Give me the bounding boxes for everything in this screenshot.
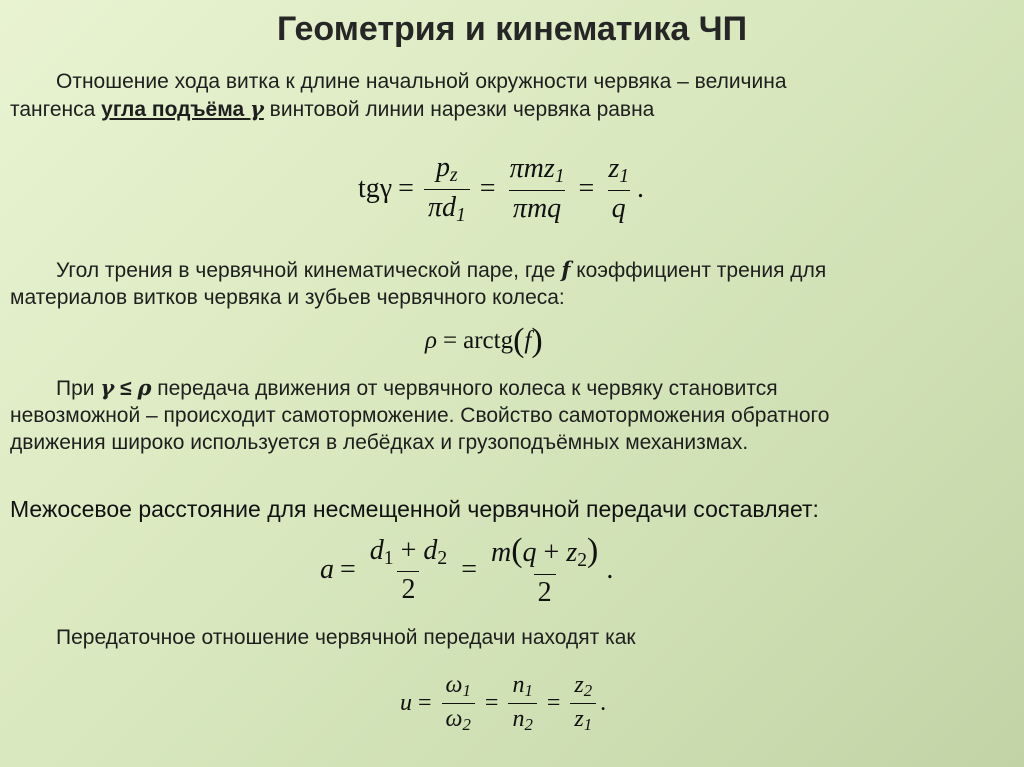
paragraph-text: Отношение хода витка к длине начальной окружности червяка – величина — [56, 70, 787, 93]
paragraph-self-locking — [10, 374, 1014, 456]
fraction: $\frac{p_z}{\pi d_1}$ — [424, 152, 470, 227]
formula-gear-ratio: u = $\frac{\omega_1}{\omega_2}$ = $\frac{n_1}{n_2}$ = $\frac{z_2}{z_1}$ . — [400, 672, 607, 735]
fraction: $\frac{z_2}{z_1}$ — [570, 672, 596, 735]
paragraph-line: Угол трения в червячной кинематической паре, где f коэффициент трения для — [56, 257, 827, 282]
fraction: $\frac{\omega_1}{\omega_2}$ — [442, 672, 475, 735]
gamma-symbol: γ — [249, 96, 264, 121]
formula-center-distance: a = $\frac{d_1 + d_2}{2}$ = $\frac{m(q + z_2)}{2}$ . — [320, 532, 614, 608]
fraction: $\frac{\pi mz_1}{\text{πmq}}$ — [509, 153, 565, 225]
paragraph-line: материалов витков червяка и зубьев червячного колеса: — [10, 286, 565, 309]
paragraph-line: Передаточное отношение червячной передачи находят как — [56, 626, 636, 649]
fraction: $\frac{d_1 + d_2}{2}$ — [369, 534, 448, 606]
f-symbol: f — [561, 257, 571, 282]
paragraph-line — [10, 95, 1014, 123]
paragraph-text: винтовой линии нарезки червяка равна — [263, 98, 655, 121]
gamma-symbol: γ — [100, 375, 115, 400]
paragraph-gear-ratio — [10, 624, 1014, 651]
paragraph-line: При γ ≤ ρ передача движения от червячного колеса к червяку становится — [56, 375, 778, 400]
paragraph-line: невозможной – происходит самоторможение. Свойство самоторможения обратного — [10, 404, 830, 427]
fraction: $\frac{z_1}{q}$ — [608, 153, 630, 225]
rho-symbol: ρ — [137, 375, 152, 400]
lead-angle-term: угла подъёма γ — [101, 96, 264, 121]
fraction: $\frac{n_1}{n_2}$ — [508, 672, 536, 735]
paragraph-lead-angle — [10, 68, 1014, 123]
slide-title: Геометрия и кинематика ЧП — [276, 10, 748, 48]
formula-friction-angle: ρ = arctg ( f ) — [425, 322, 543, 359]
fraction: $\frac{m(q + z_2)}{2}$ — [490, 532, 599, 608]
paragraph-text: тангенса — [10, 98, 102, 121]
paragraph-friction-angle — [10, 256, 1014, 311]
formula-lhs: tgγ — [358, 173, 393, 205]
section-heading-center-distance: Межосевое расстояние для несмещенной червячной передачи составляет: — [10, 496, 819, 522]
paragraph-line — [10, 68, 1014, 95]
paragraph-line: движения широко используется в лебёдках и грузоподъёмных механизмах. — [10, 431, 749, 454]
formula-tan-gamma: tgγ = $\frac{p_z}{\pi d_1}$ = $\frac{\pi mz_1}{\text{πmq}}$ = $\frac{z_1}{q}$ . — [358, 152, 645, 226]
